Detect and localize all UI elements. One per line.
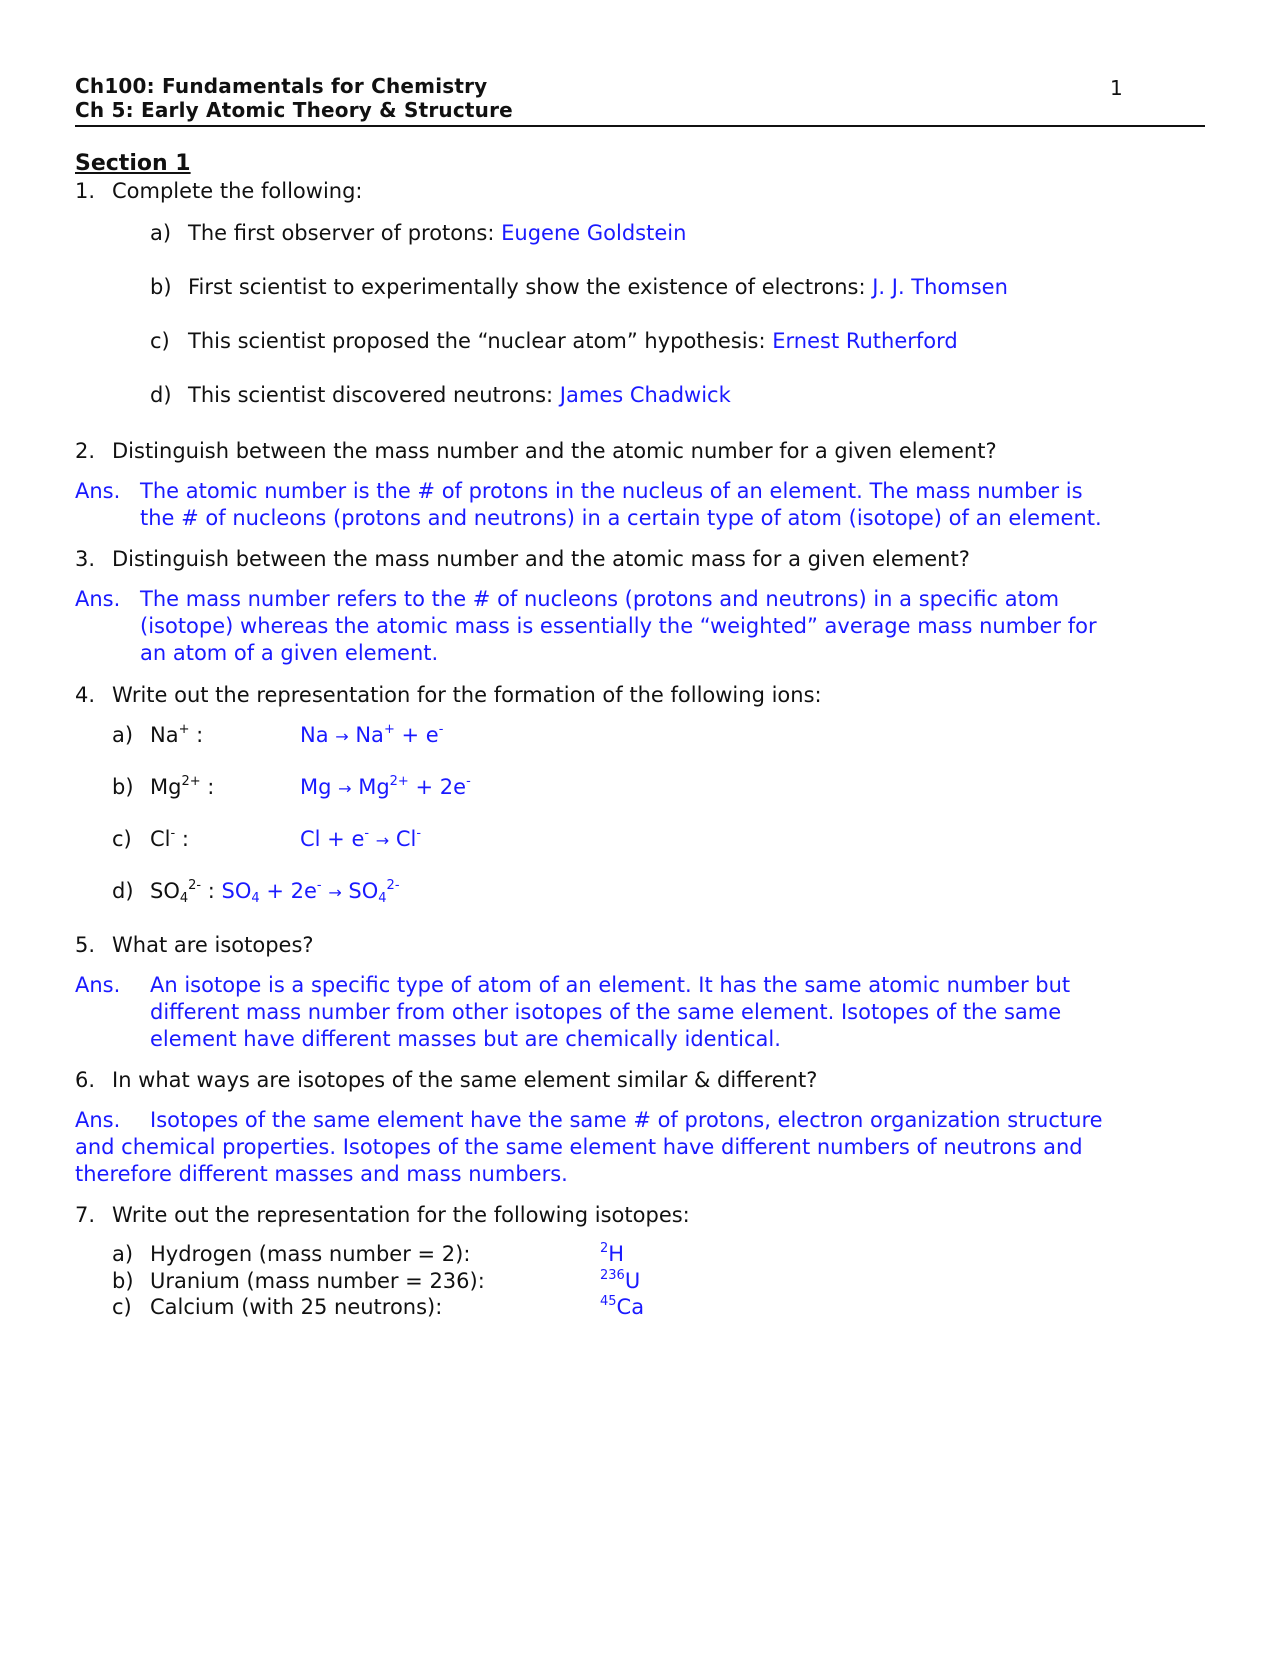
q1b: [188, 275, 1008, 300]
q4a-label: a): [112, 723, 134, 747]
q7c-label: c): [112, 1295, 132, 1319]
page-number: 1: [1110, 76, 1123, 100]
q5-ans-line-2: different mass number from other isotopes of the same element. Isotopes of the same: [150, 1000, 1062, 1024]
q4d-equation: [221, 878, 400, 906]
q4a-ion: [150, 723, 203, 748]
q6-ans-line-3: therefore different masses and mass numbers.: [75, 1162, 568, 1186]
header-rule: [75, 125, 1205, 127]
q1a-text: The first observer of protons:: [188, 221, 502, 245]
q5-text: What are isotopes?: [112, 933, 314, 957]
q4-text: Write out the representation for the formation of the following ions:: [112, 683, 822, 707]
q4a-eq-part: Na: [348, 723, 384, 747]
q5-number: 5.: [75, 933, 96, 957]
q1d-label: d): [150, 383, 172, 407]
q4d-eq-part: SO: [221, 879, 252, 903]
q7a-label: a): [112, 1242, 134, 1266]
q3-number: 3.: [75, 547, 96, 571]
q4c-eq-part: Cl: [389, 827, 417, 851]
q3-ans-label: Ans.: [75, 587, 121, 611]
q4c-eq-charge: -: [364, 826, 370, 841]
q1a-label: a): [150, 221, 172, 245]
q1-number: 1.: [75, 179, 96, 203]
q4d-eq-subscript: 4: [378, 891, 387, 906]
q7b-text: Uranium (mass number = 236):: [150, 1269, 485, 1293]
q4c-sep: :: [175, 827, 189, 851]
q4b-label: b): [112, 775, 134, 799]
q4b-eq-part: Mg: [351, 775, 390, 799]
q4c-label: c): [112, 827, 132, 851]
q7b-answer: [600, 1269, 640, 1294]
q4b-eq-part: + 2e: [408, 775, 467, 799]
q4a-ion-charge: +: [178, 722, 190, 737]
arrow-icon: →: [338, 779, 352, 798]
q2-answer: [75, 478, 1215, 538]
q4a-equation: [300, 723, 443, 748]
q4d-eq-charge: -: [316, 878, 322, 893]
q4d-label: d): [112, 879, 134, 903]
q4d-ion-subscript: 4: [179, 891, 189, 906]
q1c: [188, 329, 958, 354]
q1b-label: b): [150, 275, 172, 299]
q4a-sep: :: [189, 723, 204, 747]
q4c-ion: [150, 827, 189, 852]
q3-ans-line-1: The mass number refers to the # of nucleons (protons and neutrons) in a specific atom: [140, 587, 1060, 611]
q4b-eq-part: Mg: [300, 775, 339, 799]
q1a-answer: Eugene Goldstein: [501, 221, 687, 245]
q7-text: Write out the representation for the following isotopes:: [112, 1203, 690, 1227]
q4a-eq-part: + e: [394, 723, 439, 747]
q4d-eq-part: + 2e: [259, 879, 317, 903]
q3-answer: [75, 586, 1215, 670]
q4b-eq-charge: 2+: [389, 774, 409, 789]
q2-number: 2.: [75, 439, 96, 463]
arrow-icon: →: [375, 831, 390, 850]
q6-answer: [75, 1107, 1215, 1191]
q1b-text: First scientist to experimentally show the existence of electrons:: [188, 275, 873, 299]
q1b-answer: J. J. Thomsen: [872, 275, 1008, 299]
q1d-answer: James Chadwick: [559, 383, 731, 407]
q2-text: Distinguish between the mass number and the atomic number for a given element?: [112, 439, 997, 463]
q4d-eq-subscript: 4: [251, 891, 260, 906]
q4b-eq-charge: -: [466, 774, 471, 789]
q1c-text: This scientist proposed the “nuclear atom” hypothesis:: [188, 329, 773, 353]
q4c-eq-part: Cl + e: [300, 827, 365, 851]
q4a-ion-symbol: Na: [150, 723, 179, 747]
q4a-eq-charge: -: [438, 722, 444, 737]
q4d-ion-charge: 2-: [188, 878, 202, 893]
q1d-text: This scientist discovered neutrons:: [188, 383, 560, 407]
q1a: [188, 221, 686, 246]
q4d-ion-symbol: SO: [150, 879, 180, 903]
q4a-eq-charge: +: [383, 722, 395, 737]
q7a-symbol: H: [608, 1242, 625, 1266]
q4d-sep: :: [201, 879, 222, 903]
q7c-text: Calcium (with 25 neutrons):: [150, 1295, 443, 1319]
q4d-row: [150, 879, 400, 904]
q3-ans-line-2: (isotope) whereas the atomic mass is essentially the “weighted” average mass number for: [140, 614, 1097, 638]
q4d-eq-charge: 2-: [386, 878, 400, 893]
q6-ans-line-1: Isotopes of the same element have the same # of protons, electron organization structure: [150, 1108, 1103, 1132]
q4b-equation: [300, 775, 471, 800]
q1c-label: c): [150, 329, 170, 353]
q4c-eq-part: [369, 827, 376, 851]
q7a-mass: 2: [600, 1241, 609, 1256]
arrow-icon: →: [335, 727, 349, 746]
q7b-label: b): [112, 1269, 134, 1293]
q7-number: 7.: [75, 1203, 96, 1227]
q5-answer: [75, 972, 1215, 1056]
q6-number: 6.: [75, 1068, 96, 1092]
q1c-answer: Ernest Rutherford: [772, 329, 958, 353]
q4c-ion-charge: -: [170, 826, 176, 841]
q2-ans-label: Ans.: [75, 479, 121, 503]
q5-ans-line-3: element have different masses but are chemically identical.: [150, 1027, 781, 1051]
q3-text: Distinguish between the mass number and the atomic mass for a given element?: [112, 547, 970, 571]
q1d: [188, 383, 731, 408]
section-title: Section 1: [75, 151, 191, 176]
q7a-text: Hydrogen (mass number = 2):: [150, 1242, 471, 1266]
q1-text: Complete the following:: [112, 179, 363, 203]
q7a-answer: [600, 1242, 624, 1267]
q6-ans-line-2: and chemical properties. Isotopes of the same element have different numbers of neutrons and: [75, 1135, 1083, 1159]
q7c-mass: 45: [600, 1294, 617, 1309]
course-title: Ch100: Fundamentals for Chemistry: [75, 74, 488, 98]
q5-ans-line-1: An isotope is a specific type of atom of an element. It has the same atomic number but: [150, 973, 1071, 997]
q2-ans-line-1: The atomic number is the # of protons in the nucleus of an element. The mass number is: [140, 479, 1083, 503]
q4d-eq-part: SO: [341, 879, 379, 903]
q7b-mass: 236: [600, 1268, 625, 1283]
q4b-sep: :: [200, 775, 215, 799]
q7c-symbol: Ca: [616, 1295, 645, 1319]
q5-ans-label: Ans.: [75, 973, 121, 997]
q4b-ion-symbol: Mg: [150, 775, 182, 799]
q7c-answer: [600, 1295, 644, 1320]
q2-ans-line-2: the # of nucleons (protons and neutrons) in a certain type of atom (isotope) of an element.: [140, 506, 1102, 530]
q4c-ion-symbol: Cl: [150, 827, 171, 851]
q4c-equation: [300, 827, 421, 852]
q6-ans-label: Ans.: [75, 1108, 121, 1132]
q4b-ion-charge: 2+: [181, 774, 201, 789]
arrow-icon: →: [328, 883, 342, 902]
q4a-eq-part: Na: [300, 723, 336, 747]
q7b-symbol: U: [624, 1269, 641, 1293]
q4-number: 4.: [75, 683, 96, 707]
chapter-title: Ch 5: Early Atomic Theory & Structure: [75, 98, 513, 122]
q4b-ion: [150, 775, 214, 800]
q3-ans-line-3: an atom of a given element.: [140, 641, 439, 665]
q4c-eq-charge: -: [416, 826, 422, 841]
q6-text: In what ways are isotopes of the same element similar & different?: [112, 1068, 818, 1092]
